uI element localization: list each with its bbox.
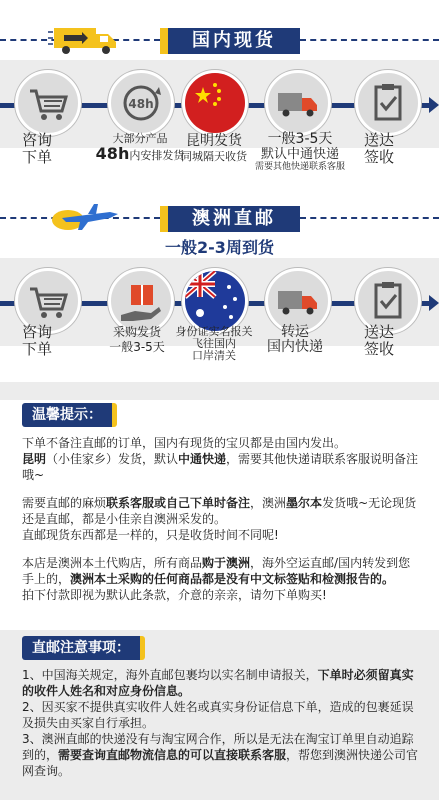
direct-item-3-text2: ，帮您到澳洲快递公司官网查询。 xyxy=(22,748,419,778)
s1-caption-2-line1: 大部分产品 xyxy=(112,132,168,145)
s1-caption-3-line2: 同城隔天收货 xyxy=(181,150,247,163)
notice-p5-text1: 本店是澳洲本土代购店，所有商品 xyxy=(22,556,203,570)
direct-item-1-text: 1、中国海关规定，海外直邮包裹均以实名制申请报关， xyxy=(22,668,318,682)
notice-p2-bold2: 中通快递 xyxy=(178,452,227,466)
notice-p3 xyxy=(22,495,420,527)
notice-p3-bold2: 墨尔本 xyxy=(286,496,323,510)
notice-p5 xyxy=(22,555,420,587)
s1-caption-4-line2: 默认中通快递 xyxy=(260,147,339,162)
step-48h xyxy=(108,70,174,136)
s2-caption-1-text: 咨询 下单 xyxy=(22,323,53,358)
notice-p5-text2: ，海外空运直邮/国内转发到您手上的， xyxy=(22,556,411,586)
delivery-truck-icon xyxy=(48,22,128,56)
notice-p2 xyxy=(22,451,420,483)
notice-p1: 下单不备注直邮的订单，国内有现货的宝贝都是由国内发出。 xyxy=(22,436,347,450)
direct-item-3-text1: 3、澳洲直邮的快递没有与淘宝网合作，所以是无法在淘宝订单里自动追踪到的， xyxy=(22,732,414,762)
s1-caption-2-line2: 内安排发货 xyxy=(129,149,185,162)
s2-caption-3-line3: 口岸清关 xyxy=(192,349,236,362)
notice-p3-text3: 发货哦~无论现货还是直邮，都是小佳亲自澳洲采发的。 xyxy=(22,496,417,526)
s2-caption-5 xyxy=(364,324,394,358)
direct-item-1 xyxy=(22,667,420,699)
china-flag-icon xyxy=(185,73,245,133)
direct-item-1-bold: 下单时必须留真实的收件人姓名和对应身份信息。 xyxy=(22,668,414,698)
s1-caption-1 xyxy=(22,132,52,166)
notice-p6: 拍下付款即视为默认此条款，介意的亲亲，请勿下单购买! xyxy=(22,588,327,602)
package-hand-icon xyxy=(111,271,171,331)
notice-p3-text2: ，澳洲 xyxy=(250,496,287,510)
step-sign xyxy=(355,70,421,136)
process-arrow-icon xyxy=(429,97,439,113)
section2-subtitle: 一般2-3周到货 xyxy=(165,238,274,257)
s1-caption-1-text: 咨询 下单 xyxy=(22,131,53,166)
section1-title: 国内现货 xyxy=(160,28,300,54)
notice-body xyxy=(22,435,420,603)
notice-p2-text1: （小佳家乡）发货，默认 xyxy=(46,452,179,466)
svg-text:48h: 48h xyxy=(128,97,154,111)
truck-icon xyxy=(268,73,328,133)
s2-caption-4 xyxy=(262,325,328,355)
s2-caption-3 xyxy=(168,326,260,362)
direct-item-3 xyxy=(22,731,420,779)
cart-icon xyxy=(18,73,78,133)
notice-p3-text1: 需要直邮的麻烦 xyxy=(22,496,107,510)
section2-banner xyxy=(0,200,439,234)
notice-band xyxy=(0,382,439,400)
banner-dash-right xyxy=(300,39,439,41)
cart-icon xyxy=(18,271,78,331)
process-arrow-icon xyxy=(429,295,439,311)
notice-p4: 直邮现货东西都是一样的，只是收货时间不同呢! xyxy=(22,528,279,542)
notice-p3-bold1: 联系客服或自己下单时备注 xyxy=(106,496,251,510)
s1-caption-4 xyxy=(250,132,350,173)
banner-dash-right xyxy=(300,217,439,219)
48h-clock-icon xyxy=(111,73,171,133)
s1-caption-2-bold: 48h xyxy=(95,144,130,163)
airplane-icon xyxy=(48,200,128,234)
s1-caption-3-line1: 昆明发货 xyxy=(186,133,242,149)
s2-caption-2-line1: 采购发货 xyxy=(112,325,161,339)
direct-body xyxy=(22,667,420,779)
s2-caption-3-line1: 身份证实名报关 xyxy=(175,325,253,338)
section2-title: 澳洲直邮 xyxy=(160,206,300,232)
clipboard-check-icon xyxy=(358,271,418,331)
direct-item-3-bold: 需要查询直邮物流信息的可以直接联系客服 xyxy=(58,748,287,762)
step-cart xyxy=(15,70,81,136)
notice-p5-bold1: 购于澳洲 xyxy=(202,556,251,570)
s2-caption-1 xyxy=(22,324,52,358)
clipboard-check-icon xyxy=(358,73,418,133)
step-truck xyxy=(265,70,331,136)
notice-p2-bold1: 昆明 xyxy=(22,452,47,466)
notice-title: 温馨提示： xyxy=(22,403,117,427)
s1-caption-4-line1: 一般3-5天 xyxy=(267,131,333,147)
australia-flag-icon xyxy=(185,271,245,331)
direct-item-2: 2、因买家不提供真实收件人姓名或真实身份证信息下单，造成的包裹延误及损失由买家自行承担。 xyxy=(22,700,414,730)
s1-caption-5-text: 送达 签收 xyxy=(364,131,395,166)
s1-caption-3 xyxy=(174,134,254,164)
s2-caption-5-text: 送达 签收 xyxy=(364,323,395,358)
direct-title: 直邮注意事项： xyxy=(22,636,145,660)
s2-caption-2-line2: 一般3-5天 xyxy=(109,340,165,354)
step-china xyxy=(182,70,248,136)
notice-p2-text2: ，需要其他快递请联系客服说明备注哦~ xyxy=(22,452,419,482)
s2-caption-4-line2: 国内快递 xyxy=(267,339,323,355)
truck-icon xyxy=(268,271,328,331)
s2-caption-4-line1: 转运 xyxy=(281,324,309,340)
notice-p5-bold2: 澳洲本土采购的任何商品都是没有中文标签贴和检测报告的。 xyxy=(70,572,395,586)
section1-banner xyxy=(0,22,439,56)
s2-caption-3-line2: 飞往国内 xyxy=(192,337,236,350)
s1-caption-5 xyxy=(364,132,394,166)
s1-caption-4-line3: 需要其他快递联系客服 xyxy=(254,162,345,172)
